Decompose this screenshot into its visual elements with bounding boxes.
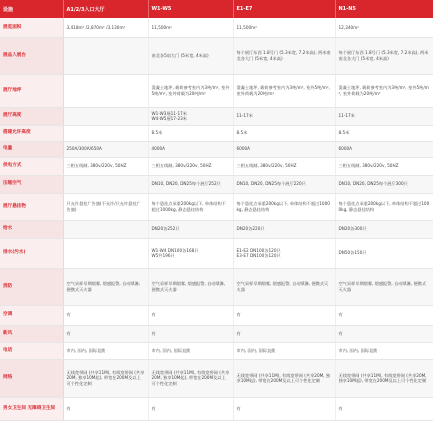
cell-text: 每个悬挂点承重200kg以下, 单体结构不超过1000kg, 静态悬挂结构	[151, 201, 226, 212]
table-cell	[335, 359, 433, 397]
table-cell	[335, 305, 433, 325]
cell-text: 12,340m²	[338, 24, 359, 30]
cell-text: 空气采样早期烟雾, 烟感报警, 自动喷淋, 便携式灭火器	[338, 281, 427, 292]
table-cell	[335, 37, 433, 74]
cell-text: DN10, DN20, DN25每个展厅300只	[338, 181, 408, 187]
row-label: 搭建允许高度	[0, 125, 63, 141]
cell-text: 无线宽带网 (共享11M), 有线宽带网 (共享20M, 独享10M起), 带宽在200M及以上可个性化定制	[338, 372, 427, 383]
cell-text: 有	[66, 312, 71, 318]
row-label: 电话	[0, 342, 63, 359]
table-cell	[335, 157, 433, 175]
table-cell	[63, 305, 148, 325]
cell-text: E3-E7 DN100各120只	[236, 253, 281, 258]
header-row	[0, 0, 433, 18]
table-cell	[63, 157, 148, 175]
cell-text: W1-W3展11-17米	[151, 110, 187, 116]
table-cell	[233, 37, 335, 74]
table-cell	[148, 238, 233, 268]
cell-text: 空气采样早期烟雾, 烟感报警, 自动喷淋, 便携式灭火器	[236, 281, 329, 292]
table-cell	[148, 359, 233, 397]
table-cell	[63, 325, 148, 342]
row-label: 展厅地坪	[0, 74, 63, 107]
cell-text: 8.5米	[236, 130, 248, 136]
cell-text: 三相五线制, 380v/220v, 50HZ	[236, 163, 297, 169]
cell-text: 混凝土地坪, 载荷参考室内为3吨/m², 室外5吨/m², 室外荷载为20吨/m²	[236, 85, 330, 96]
table-row	[0, 325, 433, 342]
table-row	[0, 305, 433, 325]
table-row	[0, 342, 433, 359]
table-cell	[148, 342, 233, 359]
table-cell	[148, 37, 233, 74]
cell-text: 250A/300A/650A	[66, 146, 102, 152]
table-cell	[148, 220, 233, 238]
table-cell	[63, 107, 148, 125]
cell-text: 有	[151, 330, 156, 336]
row-label: 电量	[0, 141, 63, 157]
table-row	[0, 157, 433, 175]
table-cell	[233, 342, 335, 359]
row-label: 展厅高度	[0, 107, 63, 125]
cell-text: 三相五线制, 380v/220v, 50HZ	[66, 163, 127, 169]
table-cell	[148, 107, 233, 125]
cell-text: 有	[338, 330, 343, 336]
cell-text: 混凝土地坪, 载荷参考室内为3吨/m², 室外5吨/m², 室外荷载为20吨/m²	[151, 85, 230, 96]
column-header: 设施	[0, 0, 63, 18]
table-cell	[148, 74, 233, 107]
cell-text: 市内, 国内, 国际直拨	[151, 347, 191, 353]
table-cell	[63, 397, 148, 420]
table-cell	[148, 125, 233, 141]
table-cell	[233, 305, 335, 325]
cell-text: 有	[151, 405, 156, 411]
table-cell	[233, 74, 335, 107]
cell-text: DN20各252只	[151, 226, 180, 232]
cell-text: 有	[236, 330, 241, 336]
table-cell	[335, 18, 433, 37]
table-row	[0, 125, 433, 141]
cell-text: 有	[151, 312, 156, 318]
row-label: 排水(污水)	[0, 238, 63, 268]
table-cell	[335, 268, 433, 305]
cell-text: 空气采样早期烟雾, 烟感报警, 自动喷淋, 便携式灭火器	[151, 281, 226, 292]
table-cell	[233, 268, 335, 305]
table-cell	[148, 18, 233, 37]
cell-text: E1-E2 DN100各120只	[236, 247, 281, 253]
cell-text: 混凝土地坪, 载荷参考室内为3吨/m², 室外5吨/m², 室外荷载为20吨/m²	[338, 85, 429, 96]
table-cell	[335, 397, 433, 420]
table-cell	[335, 141, 433, 157]
cell-text: W1-W4 DN100各168只	[151, 247, 199, 253]
row-label: 空调	[0, 305, 63, 325]
table-cell	[335, 125, 433, 141]
cell-text: 11,500m²	[151, 24, 172, 30]
cell-text: 无线宽带网 (共享11M), 有线宽带网 (共享20M, 独享10M起), 带宽在200M及以上可个性化定制	[66, 370, 145, 386]
cell-text: 无线宽带网 (共享11M), 有线宽带网 (共享20M, 独享10M起), 带宽在200M及以上可个性化定制	[236, 372, 331, 383]
table-cell	[233, 125, 335, 141]
row-label: 网络	[0, 359, 63, 397]
table-cell	[148, 268, 233, 305]
cell-text: DN50各150只	[338, 250, 367, 256]
table-row	[0, 107, 433, 125]
table-header	[0, 0, 433, 18]
cell-text: 有	[66, 330, 71, 336]
row-label: 展品入展台	[0, 37, 63, 74]
cell-text: 11-17米	[338, 113, 355, 119]
cell-text: W4-W5展17-23米	[151, 116, 187, 121]
cell-text: 4000A	[151, 146, 166, 152]
table-cell	[63, 220, 148, 238]
table-row	[0, 141, 433, 157]
row-label: 消防	[0, 268, 63, 305]
table-cell	[233, 107, 335, 125]
table-cell	[63, 342, 148, 359]
table-cell	[63, 141, 148, 157]
column-header: W1-W5	[148, 0, 233, 18]
table-cell	[148, 141, 233, 157]
table-cell	[63, 238, 148, 268]
cell-text: DN10, DN20, DN25每个展厅220只	[236, 181, 306, 187]
cell-text: 市内, 国内, 国际直拨	[66, 347, 106, 353]
cell-text: DN20各220只	[236, 226, 265, 232]
table-cell	[63, 359, 148, 397]
row-label: 供电方式	[0, 157, 63, 175]
table-row	[0, 220, 433, 238]
table-cell	[233, 359, 335, 397]
table-row	[0, 397, 433, 420]
table-row	[0, 238, 433, 268]
table-cell	[335, 175, 433, 193]
column-header: N1-N5	[335, 0, 433, 18]
row-label: 给水	[0, 220, 63, 238]
cell-text: 8.5米	[338, 130, 350, 136]
table-cell	[233, 175, 335, 193]
cell-text: 11,500m²	[236, 24, 257, 30]
cell-text: 每个悬挂点承重200kg以下, 单体结构不超过1000kg, 静态悬挂结构	[338, 201, 430, 212]
table-row	[0, 193, 433, 220]
row-label: 展厅悬挂物	[0, 193, 63, 220]
table-cell	[233, 220, 335, 238]
table-cell	[233, 325, 335, 342]
cell-text: 有	[338, 312, 343, 318]
cell-text: 三相五线制, 380v/220v, 50HZ	[338, 163, 399, 169]
table-cell	[63, 125, 148, 141]
table-cell	[148, 157, 233, 175]
cell-text: 每个展厅东西 1.8号门 (5.3米宽, 7.2米高), 两米南北各大门 (5米宽, 4米高)	[236, 50, 331, 61]
table-cell	[148, 193, 233, 220]
table-cell	[63, 37, 148, 74]
table-cell	[233, 18, 335, 37]
cell-text: 南北各5扇大门 (5米宽, 4米高)	[151, 52, 209, 58]
table-row	[0, 359, 433, 397]
table-row	[0, 175, 433, 193]
column-header: E1-E7	[233, 0, 335, 18]
table-cell	[335, 193, 433, 220]
cell-text: 8.5米	[151, 130, 163, 136]
cell-text: W5共196只	[151, 253, 175, 258]
table-cell	[233, 193, 335, 220]
table-cell	[148, 305, 233, 325]
cell-text: 有	[338, 405, 343, 411]
table-cell	[63, 193, 148, 220]
cell-text: 三相五线制, 380v/220v, 50HZ	[151, 163, 212, 169]
cell-text: 只允许悬挂广告旗(不允许/只允许悬挂广告旗)	[66, 201, 141, 212]
column-header: A1/2/3入口大厅	[63, 0, 148, 18]
cell-text: 有	[66, 405, 71, 411]
table-cell	[63, 268, 148, 305]
cell-text: 每个悬挂点承重200kg以下, 单体结构不超过1000kg, 静态悬挂结构	[236, 201, 330, 212]
table-row	[0, 268, 433, 305]
table-cell	[233, 397, 335, 420]
cell-text: 6000A	[236, 146, 251, 152]
table-cell	[335, 325, 433, 342]
table-cell	[233, 141, 335, 157]
table-row	[0, 74, 433, 107]
cell-text: 有	[236, 405, 241, 411]
row-label: 展览面积	[0, 18, 63, 37]
table-cell	[63, 18, 148, 37]
cell-text: 空气采样早期烟雾, 烟感报警, 自动喷淋, 便携式灭火器	[66, 281, 141, 292]
table-cell	[63, 74, 148, 107]
cell-text: 每个展厅东西 1.8号门 (5.3米宽, 7.2米高), 两米南北各大门 (5米宽, 4米高)	[338, 50, 429, 61]
row-label: 新风	[0, 325, 63, 342]
table-cell	[335, 74, 433, 107]
cell-text: 市内, 国内, 国际直拨	[338, 347, 378, 353]
row-label: 男女卫生间 无障碍卫生间	[0, 397, 63, 420]
table-body	[0, 18, 433, 420]
table-row	[0, 18, 433, 37]
cell-text: 有	[236, 312, 241, 318]
table-cell	[335, 342, 433, 359]
cell-text: 11-17米	[236, 113, 253, 119]
table-row	[0, 37, 433, 74]
table-cell	[148, 397, 233, 420]
cell-text: DN20各300只	[338, 226, 367, 232]
table-cell	[148, 325, 233, 342]
table-cell	[233, 238, 335, 268]
table-cell	[335, 220, 433, 238]
cell-text: 6000A	[338, 146, 353, 152]
table-cell	[63, 175, 148, 193]
cell-text: 市内, 国内, 国际直拨	[236, 347, 276, 353]
cell-text: DN10, DN20, DN25每个展厅252只	[151, 181, 221, 187]
row-label: 压缩空气	[0, 175, 63, 193]
cell-text: 3,418m² /2,870m² /3,130m²	[66, 24, 126, 30]
table-cell	[148, 175, 233, 193]
cell-text: 无线宽带网 (共享11M), 有线宽带网 (共享20M, 独享10M起), 带宽在200M及以上可个性化定制	[151, 370, 230, 386]
table-cell	[335, 107, 433, 125]
table-cell	[335, 238, 433, 268]
table-cell	[233, 157, 335, 175]
